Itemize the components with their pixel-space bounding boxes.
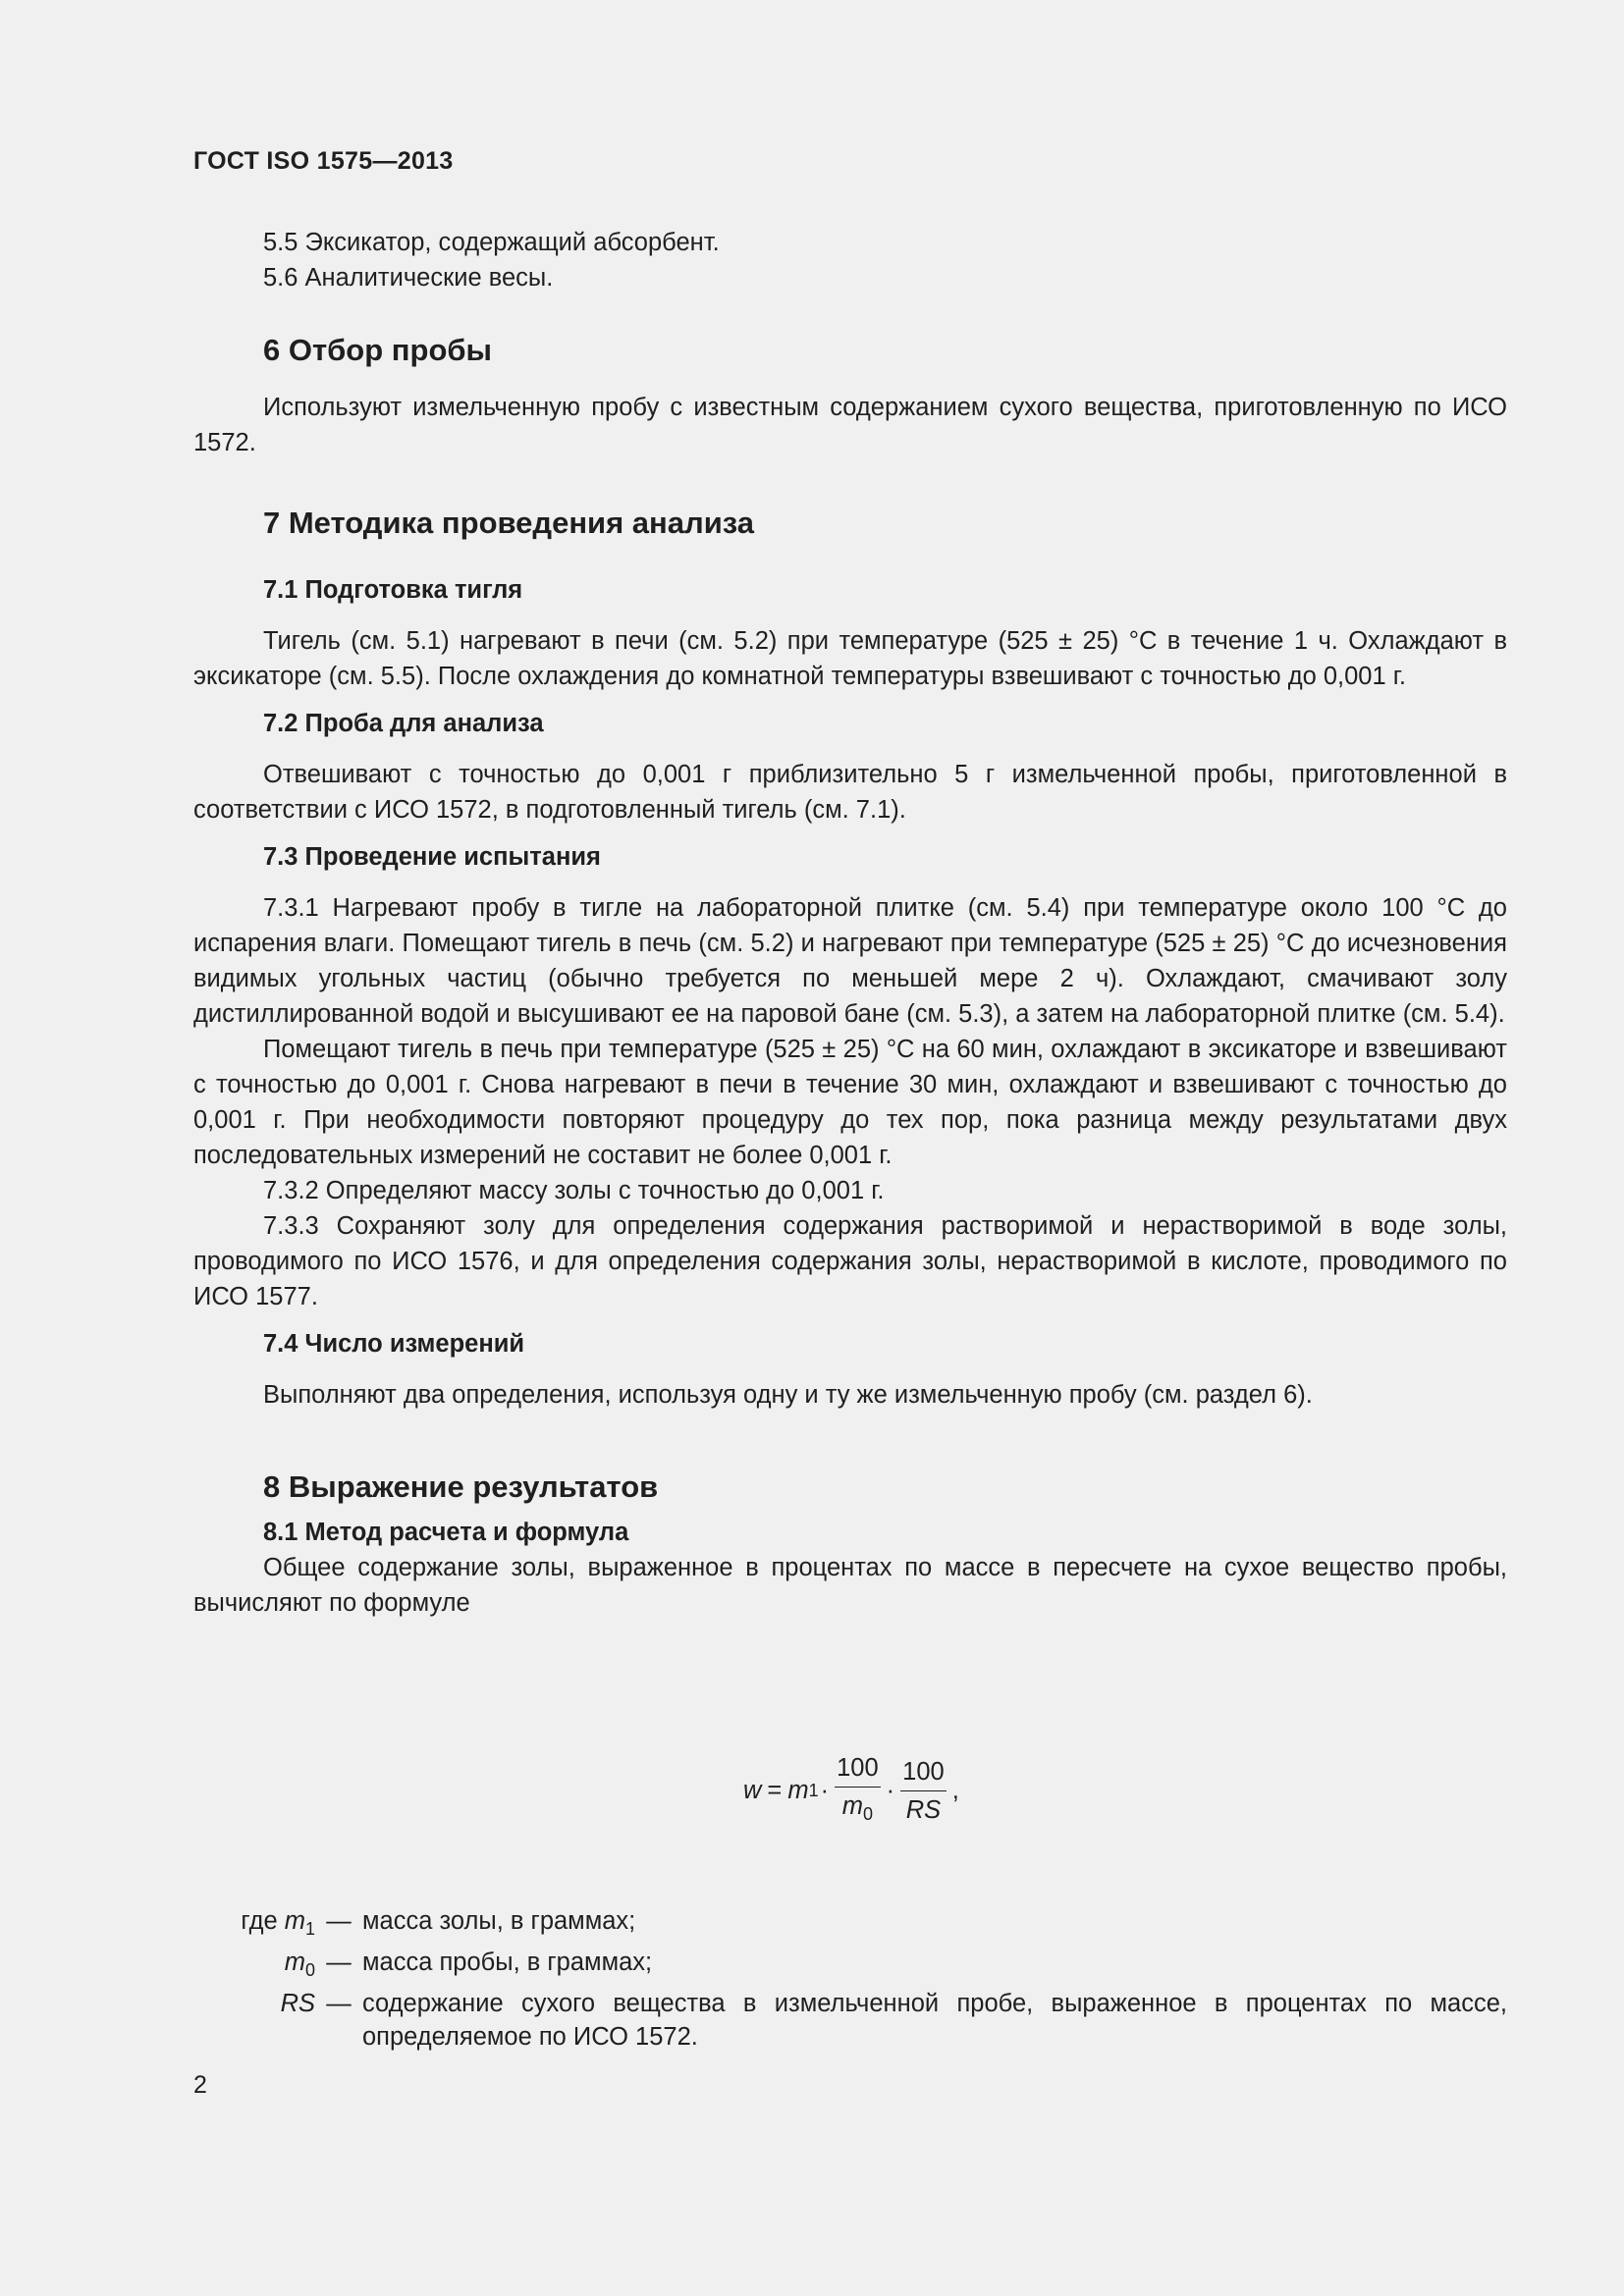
formula-dot: ·: [886, 1777, 895, 1804]
formula-comma: ,: [951, 1777, 959, 1804]
legend-row: RS — содержание сухого вещества в измельченной пробе, выраженное в процентах по массе, определяемое по ИСО 1572.: [193, 1987, 1507, 2054]
section-7-1-heading: 7.1 Подготовка тигля: [263, 576, 523, 604]
legend-text: масса золы, в граммах;: [362, 1907, 636, 1935]
legend-row: где $m_1$ — масса золы, в граммах;: [193, 1904, 1507, 1946]
fraction-1-numerator: 100: [835, 1753, 881, 1788]
fraction-2-numerator: 100: [900, 1757, 947, 1791]
document-header: ГОСТ ISO 1575—2013: [193, 147, 454, 175]
fraction-2-denominator: RS: [905, 1796, 942, 1824]
formula-m-sub: 1: [808, 1781, 819, 1800]
section-7-2-heading: 7.2 Проба для анализа: [263, 710, 544, 737]
section-7-4-heading: 7.4 Число измерений: [263, 1330, 525, 1358]
legend-where: где: [241, 1907, 278, 1935]
section-7-3-heading: 7.3 Проведение испытания: [263, 843, 601, 871]
section-6-text: Используют измельченную пробу с известным содержанием сухого вещества, приготовленную по ИСО 1572.: [193, 394, 1507, 456]
formula-lhs: w: [743, 1777, 762, 1804]
legend-text: масса пробы, в граммах;: [362, 1949, 653, 1976]
formula-equals: =: [767, 1777, 783, 1804]
document-body: [193, 225, 1507, 1621]
section-6-heading: 6 Отбор пробы: [263, 333, 492, 367]
formula-legend: [193, 1904, 1507, 2054]
section-8-1-text: Общее содержание золы, выраженное в процентах по массе в пересчете на сухое вещество пробы, вычисляют по формуле: [193, 1554, 1507, 1617]
section-7-3-1-text-2: Помещают тигель в печь при температуре (525 ± 25) °С на 60 мин, охлаждают в эксикаторе и взвешивают с точностью до 0,001 г. Снова нагревают в печи в течение 30 мин, охлаждают и взвешивают с точностью до 0,001 г. При необходимости повторяют процедуру до тех пор, пока разница между результатами двух последовательных измерений не составит не более 0,001 г.: [193, 1036, 1507, 1169]
formula-fraction-1: [835, 1753, 881, 1829]
section-7-3-2-text: 7.3.2 Определяют массу золы с точностью до 0,001 г.: [263, 1177, 885, 1204]
legend-text: содержание сухого вещества в измельченной пробе, выраженное в процентах по массе, определяемое по ИСО 1572.: [362, 1990, 1507, 2051]
page-number: 2: [193, 2071, 207, 2099]
formula-dot: ·: [820, 1777, 830, 1804]
section-7-2-text: Отвешивают с точностью до 0,001 г приблизительно 5 г измельченной пробы, приготовленной в соответствии с ИСО 1572, в подготовленный тигель (см. 7.1).: [193, 761, 1507, 824]
fraction-1-denominator: $m_0$: [841, 1792, 873, 1824]
formula-m: m: [787, 1777, 809, 1804]
list-item: 5.5 Эксикатор, содержащий абсорбент.: [263, 229, 720, 256]
section-8-1-heading: 8.1 Метод расчета и формула: [263, 1519, 629, 1546]
section-7-4-text: Выполняют два определения, используя одну и ту же измельченную пробу (см. раздел 6).: [263, 1381, 1313, 1409]
formula-fraction-2: [900, 1757, 947, 1825]
section-8-heading: 8 Выражение результатов: [263, 1469, 659, 1504]
section-7-3-1-text: 7.3.1 Нагревают пробу в тигле на лабораторной плитке (см. 5.4) при температуре около 100 °С до испарения влаги. Помещают тигель в печь (см. 5.2) и нагревают при температуре (525 ± 25) °С до исчезновения видимых угольных частиц (обычно требуется по меньшей мере 2 ч). Охлаждают, смачивают золу дистиллированной водой и высушивают ее на паровой бане (см. 5.3), а затем на лабораторной плитке (см. 5.4).: [193, 894, 1507, 1028]
ash-formula: [743, 1753, 959, 1829]
list-item: 5.6 Аналитические весы.: [263, 264, 554, 292]
section-7-1-text: Тигель (см. 5.1) нагревают в печи (см. 5.2) при температуре (525 ± 25) °С в течение 1 ч. Охлаждают в эксикаторе (см. 5.5). После охлаждения до комнатной температуры взвешивают с точностью до 0,001 г.: [193, 627, 1507, 690]
section-7-heading: 7 Методика проведения анализа: [263, 506, 754, 540]
legend-row: $m_0$ — масса пробы, в граммах;: [193, 1946, 1507, 1987]
section-7-3-3-text: 7.3.3 Сохраняют золу для определения содержания растворимой и нерастворимой в воде золы, проводимого по ИСО 1576, и для определения содержания золы, нерастворимой в кислоте, проводимого по ИСО 1577.: [193, 1212, 1507, 1310]
